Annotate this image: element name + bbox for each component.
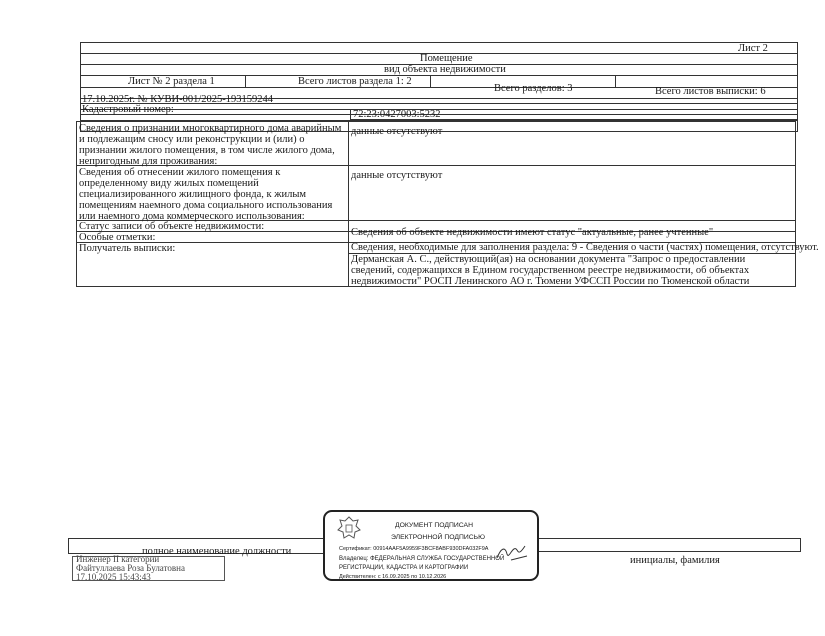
- position-caption: полное наименование должности: [142, 546, 292, 557]
- sheet-section: Лист № 2 раздела 1: [128, 76, 215, 87]
- record-status-label: Статус записи об объекте недвижимости:: [79, 221, 265, 232]
- recipient-value: Дерманская А. С., действующий(ая) на основании документа "Запрос о предоставлении сведений, содержащихся в Едином государственном реестре недвижимости, об объектах недвижимости" РОСП Ленинского АО г. Тюмени УФССП России по Тюменской области: [351, 254, 750, 287]
- emergency-status-label: Сведения о признании многоквартирного дома аварийным и подлежащим сносу или реконструкции и (или) о признании жилого помещения, в том числе жилого дома, непригодным для проживания:: [79, 123, 342, 167]
- object-title: Помещение: [420, 53, 473, 64]
- total-sections: Всего разделов: 3: [494, 83, 573, 94]
- object-type-caption: вид объекта недвижимости: [384, 64, 506, 75]
- electronic-signature-stamp: ДОКУМЕНТ ПОДПИСАН ЭЛЕКТРОННОЙ ПОДПИСЬЮ Сертификат: 00914AAF5A9959F3BCF8ABF930DFA032F9A Владелец: ФЕДЕРАЛЬНАЯ СЛУЖБА ГОСУДАРСТВЕННОЙ РЕГИСТРАЦИИ, КАДАСТРА И КАРТОГРАФИИ Действителен: с 16.09.2025 по 10.12.2026: [323, 510, 539, 581]
- extract-date-number: 17.10.2025г. № КУВИ-001/2025-193159244: [82, 94, 273, 105]
- coat-of-arms-icon: [335, 515, 363, 543]
- recipient-label: Получатель выписки:: [79, 243, 176, 254]
- cadastral-number: 72:23:0427003:5232: [353, 109, 441, 120]
- name-caption: инициалы, фамилия: [630, 555, 720, 566]
- handwritten-signature: [493, 540, 533, 566]
- housing-type-value: данные отсутствуют: [351, 170, 443, 181]
- signer-name: Файтуллаева Роза Булатовна: [76, 563, 185, 573]
- cadastral-label: Кадастровый номер:: [82, 104, 174, 115]
- total-sheets-section: Всего листов раздела 1: 2: [298, 76, 412, 87]
- signer-position: Инженер II категории: [76, 554, 160, 564]
- special-notes-value: Сведения, необходимые для заполнения раздела: 9 - Сведения о части (частях) помещения, отсутствуют.: [351, 242, 819, 253]
- special-notes-label: Особые отметки:: [79, 232, 156, 243]
- emergency-status-value: данные отсутствуют: [351, 126, 443, 137]
- housing-type-label: Сведения об отнесении жилого помещения к определенному виду жилых помещений специализированного жилищного фонда, к жилым помещениям наемного дома социального использования или наемного дома коммерческого использования:: [79, 167, 333, 222]
- total-sheets-extract: Всего листов выписки: 6: [655, 86, 766, 97]
- signer-datetime: 17.10.2025 15:43:43: [76, 572, 151, 582]
- record-status-value: Сведения об объекте недвижимости имеют статус "актуальные, ранее учтенные": [351, 227, 714, 238]
- sheet-label: Лист 2: [738, 43, 768, 54]
